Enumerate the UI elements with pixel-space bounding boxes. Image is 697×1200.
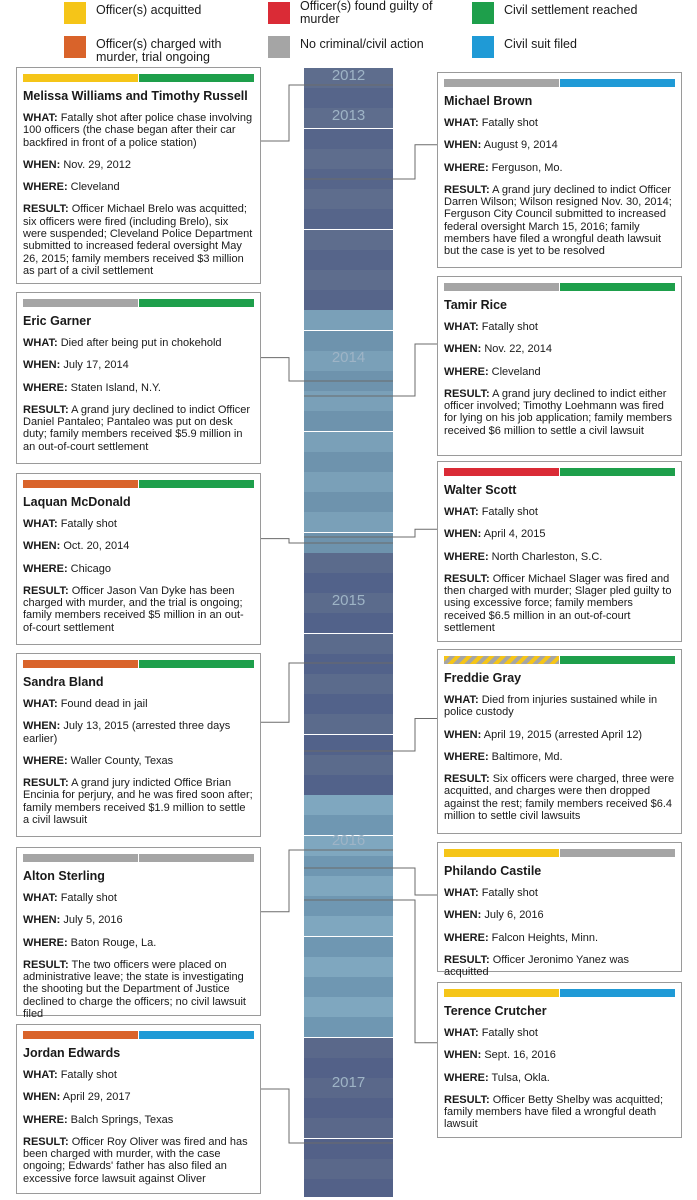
timeline-month-band — [304, 1017, 393, 1037]
timeline-month-band — [304, 512, 393, 532]
case-what-value: Found dead in jail — [60, 698, 148, 710]
case-what-label: WHAT: — [444, 117, 479, 129]
case-where — [23, 755, 254, 767]
case-when-label: WHEN: — [444, 909, 482, 922]
case-card — [16, 67, 261, 284]
case-what — [23, 518, 254, 530]
timeline-month-band — [304, 795, 393, 815]
status-segment — [23, 74, 138, 82]
case-what — [444, 321, 675, 333]
case-what-label: WHAT: — [23, 518, 58, 530]
timeline-year-label: 2012 — [331, 68, 366, 84]
status-bar — [444, 656, 675, 664]
timeline-month-band — [304, 977, 393, 997]
case-what — [444, 117, 675, 129]
timeline-month-band — [304, 391, 393, 411]
case-what-value: Fatally shot — [60, 1069, 117, 1081]
case-what — [444, 694, 675, 719]
case-where-value: Chicago — [70, 562, 112, 575]
case-when — [444, 1049, 675, 1061]
legend-swatch-guilty — [268, 2, 290, 24]
case-where-label: WHERE: — [444, 550, 489, 563]
timeline-month-band — [304, 250, 393, 270]
legend-settlement — [472, 2, 637, 24]
timeline-month-band — [304, 714, 393, 734]
case-where-label: WHERE: — [23, 181, 68, 194]
timeline-month-band — [304, 371, 393, 391]
status-segment — [560, 656, 675, 664]
case-when — [444, 909, 675, 921]
timeline-month-band — [304, 1159, 393, 1179]
status-bar — [444, 468, 675, 476]
status-segment — [444, 79, 559, 87]
case-name: Tamir Rice — [444, 298, 507, 312]
timeline-month-band — [304, 1098, 393, 1118]
case-card — [437, 842, 682, 979]
status-bar — [23, 660, 254, 668]
status-segment — [444, 989, 559, 997]
legend-charged — [64, 36, 264, 64]
case-result-label: RESULT: — [444, 387, 490, 400]
case-what-value: Fatally shot — [60, 518, 117, 530]
status-bar — [444, 849, 675, 857]
case-what — [444, 887, 675, 899]
case-where — [23, 937, 254, 949]
case-what-value: Fatally shot — [481, 1027, 538, 1039]
case-what — [444, 1027, 675, 1039]
case-card — [16, 1024, 261, 1194]
case-card — [16, 653, 261, 837]
case-result — [444, 388, 675, 437]
legend-label-settlement: Civil settlement reached — [504, 3, 638, 17]
case-what-label: WHAT: — [444, 506, 479, 518]
case-where-label: WHERE: — [444, 931, 489, 944]
case-where-label: WHERE: — [23, 936, 68, 949]
case-card — [437, 276, 682, 456]
case-when — [23, 540, 254, 552]
timeline-month-band — [304, 937, 393, 957]
case-where — [23, 181, 254, 193]
status-segment — [560, 79, 675, 87]
case-result-value: A grand jury declined to indict Officer Daniel Pantaleo; Pantaleo was put on desk duty; family members received $5.9 million in an out-of-court settlement — [23, 403, 251, 453]
case-result — [444, 773, 675, 822]
case-name: Melissa Williams and Timothy Russell — [23, 89, 248, 103]
case-where-value: Baton Rouge, La. — [70, 936, 157, 949]
case-what-label: WHAT: — [444, 887, 479, 899]
case-result-value: Officer Roy Oliver was fired and has been charged with murder, with the case ongoing; Edwards' father has also filed an excessive force lawsuit against Oliver — [23, 1135, 248, 1185]
case-name: Eric Garner — [23, 314, 92, 328]
timeline-month-band — [304, 1139, 393, 1159]
status-segment — [23, 660, 138, 668]
case-where-value: Waller County, Texas — [70, 754, 174, 767]
case-result — [444, 1094, 675, 1131]
case-when-label: WHEN: — [23, 1091, 61, 1104]
legend-swatch-no-action — [268, 36, 290, 58]
case-where — [444, 751, 675, 763]
case-result-value: A grand jury indicted Office Brian Encinia for perjury, and he was fired soon after; family members received $1.9 million to settle a civil lawsuit — [23, 777, 253, 827]
legend-no-action — [268, 36, 424, 58]
timeline-month-band — [304, 735, 393, 755]
case-when — [444, 139, 675, 151]
case-result-label: RESULT: — [444, 1093, 490, 1106]
case-card — [437, 982, 682, 1138]
case-name: Philando Castile — [444, 864, 542, 878]
timeline-month-band — [304, 654, 393, 674]
case-card — [16, 847, 261, 1021]
case-when-label: WHEN: — [23, 540, 61, 553]
case-where — [23, 1114, 254, 1126]
case-where-value: Cleveland — [491, 365, 541, 378]
status-segment — [444, 468, 559, 476]
status-segment — [444, 283, 559, 291]
case-result-label: RESULT: — [444, 953, 490, 966]
timeline-year-label: 2016 — [331, 832, 366, 849]
legend-label-suit: Civil suit filed — [504, 37, 577, 51]
case-where-label: WHERE: — [23, 754, 68, 767]
case-result-value: Six officers were charged, three were acquitted, and charges were then dropped against the rest; family members received $6.4 million to settle civil lawsuits — [444, 773, 675, 823]
timeline-month-band — [304, 957, 393, 977]
case-name: Michael Brown — [444, 94, 533, 108]
status-segment — [23, 854, 138, 862]
timeline-month-band — [304, 230, 393, 250]
case-what — [23, 1069, 254, 1081]
case-when-value: April 19, 2015 (arrested April 12) — [483, 728, 643, 741]
case-what — [23, 698, 254, 710]
timeline-month-band — [304, 149, 393, 169]
case-result-label: RESULT: — [444, 773, 490, 786]
status-bar — [23, 480, 254, 488]
legend-label-guilty: Officer(s) found guilty of murder — [300, 0, 433, 26]
case-where — [444, 162, 675, 174]
status-bar — [444, 989, 675, 997]
case-result-label: RESULT: — [444, 183, 490, 196]
case-what-label: WHAT: — [23, 698, 58, 710]
case-result-label: RESULT: — [23, 203, 69, 216]
case-result-label: RESULT: — [23, 1135, 69, 1148]
case-result — [444, 954, 675, 979]
case-result-value: Officer Michael Brelo was acquitted; six officers were fired (including Brelo), six were suspended; Cleveland Police Department submitted to increased federal oversight May 26, 2015; family members received $3 million as part of a civil settlement — [23, 203, 253, 277]
case-what-value: Fatally shot — [481, 506, 538, 518]
case-when-label: WHEN: — [23, 158, 61, 171]
status-segment — [444, 656, 559, 664]
case-what — [444, 506, 675, 518]
case-when-label: WHEN: — [444, 528, 482, 541]
timeline-month-band — [304, 129, 393, 149]
timeline-month-band — [304, 896, 393, 916]
case-result-value: Officer Jason Van Dyke has been charged with murder, and the trial is ongoing; family members received $5 million in an out-of-court settlement — [23, 584, 244, 634]
case-what-label: WHAT: — [23, 112, 58, 124]
case-card — [16, 292, 261, 464]
case-where-label: WHERE: — [23, 1113, 68, 1126]
case-what-label: WHAT: — [444, 1027, 479, 1039]
case-where-value: Baltimore, Md. — [491, 750, 563, 763]
timeline-month-band — [304, 189, 393, 209]
case-where-value: Ferguson, Mo. — [491, 161, 563, 174]
case-where — [23, 382, 254, 394]
status-segment — [23, 480, 138, 488]
case-where-value: Staten Island, N.Y. — [70, 381, 161, 394]
case-result-label: RESULT: — [444, 572, 490, 585]
case-what-label: WHAT: — [23, 892, 58, 904]
legend-acquitted — [64, 2, 201, 24]
case-result — [23, 959, 254, 1020]
timeline-month-band — [304, 331, 393, 351]
case-what — [23, 337, 254, 349]
status-segment — [560, 468, 675, 476]
case-when-value: July 17, 2014 — [63, 359, 129, 372]
timeline-month-band — [304, 1118, 393, 1138]
timeline-month-band — [304, 492, 393, 512]
case-where-label: WHERE: — [444, 1071, 489, 1084]
case-result-value: The two officers were placed on administrative leave; the state is investigating the shooting but the Department of Justice declined to charge the officers; no civil lawsuit filed — [23, 958, 246, 1021]
case-result — [23, 404, 254, 453]
timeline-month-band — [304, 169, 393, 189]
timeline-month-band — [304, 775, 393, 795]
case-card — [437, 461, 682, 642]
status-segment — [139, 74, 254, 82]
case-result — [23, 203, 254, 277]
timeline-month-band — [304, 674, 393, 694]
case-result-value: A grand jury declined to indict Officer Darren Wilson; Wilson resigned Nov. 30, 2014; Ferguson City Council submitted to increased federal oversight March 15, 2016; family members have filed a wrongful death lawsuit but the case is yet to be resolved — [444, 183, 672, 258]
case-what-value: Fatally shot — [481, 887, 538, 899]
case-when-value: April 4, 2015 — [483, 528, 546, 541]
case-where-label: WHERE: — [444, 161, 489, 174]
case-where-label: WHERE: — [444, 365, 489, 378]
case-when — [444, 528, 675, 540]
case-name: Jordan Edwards — [23, 1046, 121, 1060]
case-where — [444, 366, 675, 378]
case-when — [23, 720, 254, 745]
case-when — [23, 359, 254, 371]
case-result — [444, 184, 675, 258]
legend-guilty — [268, 2, 443, 26]
case-what-label: WHAT: — [444, 321, 479, 333]
case-where-value: Cleveland — [70, 181, 120, 194]
status-bar — [23, 1031, 254, 1039]
legend-swatch-charged — [64, 36, 86, 58]
status-segment — [139, 480, 254, 488]
legend-swatch-settlement — [472, 2, 494, 24]
case-when-value: July 13, 2015 (arrested three days earlier) — [23, 720, 231, 745]
timeline-month-band — [304, 452, 393, 472]
case-when — [444, 729, 675, 741]
timeline-month-band — [304, 573, 393, 593]
case-what — [23, 112, 254, 149]
case-result-label: RESULT: — [23, 777, 69, 790]
case-result — [23, 585, 254, 634]
status-segment — [139, 854, 254, 862]
timeline-year-label: 2014 — [331, 349, 366, 366]
status-segment — [139, 299, 254, 307]
case-where-value: Falcon Heights, Minn. — [491, 931, 599, 944]
case-when — [23, 914, 254, 926]
case-where-label: WHERE: — [23, 562, 68, 575]
case-when-label: WHEN: — [444, 1049, 482, 1062]
case-where — [444, 551, 675, 563]
case-result — [23, 1136, 254, 1185]
status-segment — [23, 299, 138, 307]
case-when-label: WHEN: — [444, 728, 482, 741]
timeline-month-band — [304, 694, 393, 714]
case-card — [16, 473, 261, 645]
timeline-month-band — [304, 613, 393, 633]
status-segment — [444, 849, 559, 857]
timeline-month-band — [304, 856, 393, 876]
case-name: Alton Sterling — [23, 869, 105, 883]
case-what-value: Died from injuries sustained while in police custody — [444, 694, 658, 719]
case-when-value: Oct. 20, 2014 — [63, 540, 130, 553]
case-name: Walter Scott — [444, 483, 517, 497]
case-when-value: April 29, 2017 — [62, 1091, 131, 1104]
timeline-year-label: 2013 — [331, 107, 366, 124]
status-segment — [560, 283, 675, 291]
case-what-value: Fatally shot — [481, 321, 538, 333]
timeline-month-band — [304, 310, 393, 330]
case-result-label: RESULT: — [23, 584, 69, 597]
timeline-month-band — [304, 916, 393, 936]
case-when-label: WHEN: — [23, 720, 61, 733]
status-bar — [444, 283, 675, 291]
case-when-value: July 5, 2016 — [63, 914, 123, 927]
timeline-month-band — [304, 209, 393, 229]
case-result — [23, 777, 254, 826]
case-where-label: WHERE: — [23, 381, 68, 394]
case-card — [437, 649, 682, 834]
case-when — [23, 159, 254, 171]
status-segment — [23, 1031, 138, 1039]
legend-swatch-suit — [472, 36, 494, 58]
case-card — [437, 72, 682, 268]
case-when — [444, 343, 675, 355]
case-name: Sandra Bland — [23, 675, 104, 689]
case-result-label: RESULT: — [23, 958, 69, 971]
timeline-month-band — [304, 997, 393, 1017]
legend-label-no-action: No criminal/civil action — [300, 37, 424, 51]
case-when-value: Sept. 16, 2016 — [484, 1049, 556, 1062]
case-when-value: Nov. 29, 2012 — [63, 158, 132, 171]
timeline-month-band — [304, 553, 393, 573]
case-what — [23, 892, 254, 904]
timeline-month-band — [304, 432, 393, 452]
timeline-month-band — [304, 270, 393, 290]
timeline-month-band — [304, 88, 393, 108]
case-when-value: August 9, 2014 — [483, 139, 558, 152]
legend-suit — [472, 36, 577, 58]
case-result-label: RESULT: — [23, 403, 69, 416]
case-when — [23, 1091, 254, 1103]
status-bar — [444, 79, 675, 87]
case-where-value: Balch Springs, Texas — [70, 1113, 174, 1126]
case-name: Laquan McDonald — [23, 495, 131, 509]
case-what-value: Fatally shot — [60, 892, 117, 904]
timeline-month-band — [304, 472, 393, 492]
legend-swatch-acquitted — [64, 2, 86, 24]
status-bar — [23, 854, 254, 862]
status-bar — [23, 74, 254, 82]
case-name: Freddie Gray — [444, 671, 522, 685]
timeline-column — [304, 68, 393, 1197]
status-bar — [23, 299, 254, 307]
timeline-month-band — [304, 755, 393, 775]
case-where — [444, 932, 675, 944]
timeline-year-label: 2015 — [331, 592, 366, 609]
timeline-month-band — [304, 533, 393, 553]
timeline-month-band — [304, 876, 393, 896]
case-when-label: WHEN: — [23, 914, 61, 927]
case-what-label: WHAT: — [23, 337, 58, 349]
case-what-label: WHAT: — [444, 694, 479, 706]
status-segment — [560, 989, 675, 997]
case-where-value: Tulsa, Okla. — [491, 1071, 550, 1084]
case-name: Terence Crutcher — [444, 1004, 547, 1018]
case-where — [444, 1072, 675, 1084]
case-what-label: WHAT: — [23, 1069, 58, 1081]
case-result-value: A grand jury declined to indict either officer involved; Timothy Loehmann was fired for lying on his job application; family members received $6 million to settle a civil lawsuit — [444, 387, 673, 437]
case-what-value: Fatally shot — [481, 117, 538, 129]
status-segment — [560, 849, 675, 857]
timeline-month-band — [304, 411, 393, 431]
case-result-value: Officer Michael Slager was fired and then charged with murder; Slager pled guilty to using excessive force; family members received $6.5 million in an out-of-court settlement — [444, 572, 672, 635]
status-segment — [139, 660, 254, 668]
case-where-label: WHERE: — [444, 750, 489, 763]
case-when-value: Nov. 22, 2014 — [484, 343, 553, 356]
case-result — [444, 573, 675, 634]
case-when-label: WHEN: — [444, 343, 482, 356]
case-when-value: July 6, 2016 — [484, 909, 544, 922]
case-result-value: Officer Jeronimo Yanez was acquitted — [444, 953, 630, 979]
legend-label-charged: Officer(s) charged with murder, trial ongoing — [96, 37, 222, 64]
timeline-month-band — [304, 1179, 393, 1197]
case-what-value: Died after being put in chokehold — [60, 337, 222, 349]
case-when-label: WHEN: — [23, 359, 61, 372]
case-where-value: North Charleston, S.C. — [491, 550, 603, 563]
timeline-month-band — [304, 290, 393, 310]
status-segment — [139, 1031, 254, 1039]
case-result-value: Officer Betty Shelby was acquitted; family members have filed a wrongful death lawsuit — [444, 1093, 664, 1131]
legend-label-acquitted: Officer(s) acquitted — [96, 3, 202, 17]
timeline-month-band — [304, 634, 393, 654]
timeline-year-label: 2017 — [331, 1074, 366, 1091]
case-what-value: Fatally shot after police chase involving 100 officers (the chase began after their car backfired in front of a police station) — [23, 112, 253, 149]
case-where — [23, 563, 254, 575]
timeline-month-band — [304, 1038, 393, 1058]
case-when-label: WHEN: — [444, 139, 482, 152]
